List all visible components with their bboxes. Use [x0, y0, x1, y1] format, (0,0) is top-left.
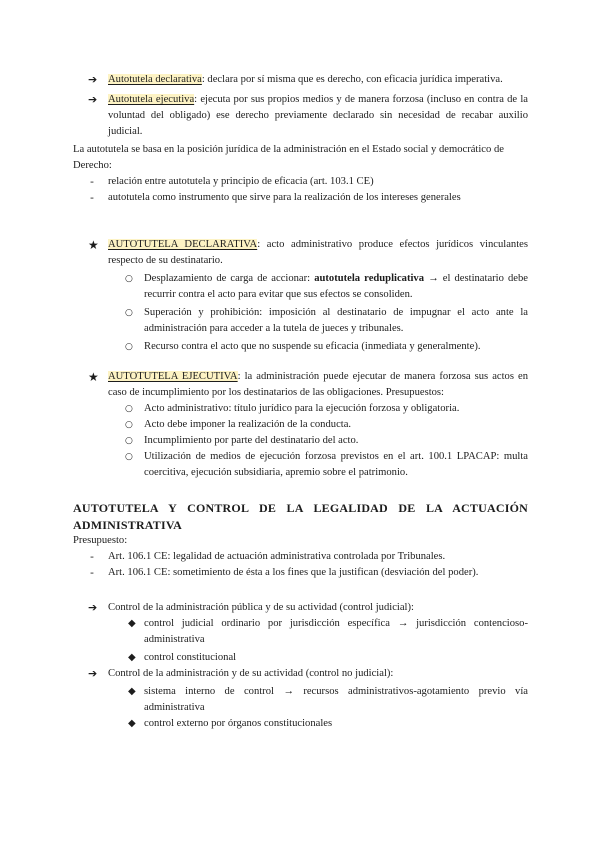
circle-bullet-icon: ○: [125, 436, 133, 446]
diamond-bullet-icon: ◆: [128, 618, 136, 629]
section-autotutela-declarativa: [73, 237, 528, 355]
definition-text: : acto administrativo produce efectos jurídicos vinculantes respecto de su destinatario.: [108, 239, 528, 266]
autotutela-types-list: [73, 72, 528, 206]
dash-item-text: relación entre autotutela y principio de eficacia (art. 103.1 CE): [108, 176, 374, 187]
circle-item: [73, 417, 528, 433]
list-item-ejecutiva: [73, 92, 528, 140]
item-text: Acto debe imponer la realización de la conducta.: [144, 419, 352, 430]
item-text: control judicial ordinario por jurisdicción específica → jurisdicción contencioso-administrativa: [144, 618, 528, 645]
dash-item: [73, 565, 528, 581]
definition-text: : ejecuta por sus propios medios y de manera forzosa (incluso en contra de la voluntad del obligado) ese derecho previamente declarado sin necesidad de recabar auxilio judicial.: [108, 94, 528, 137]
arrow-item-control-no-judicial: [73, 666, 528, 682]
arrow-bullet-icon: ➔: [88, 601, 98, 614]
circle-bullet-icon: ○: [125, 342, 133, 352]
circle-item: [73, 433, 528, 449]
dash-item-text: Art. 106.1 CE: sometimiento de ésta a los fines que la justifican (desviación del poder).: [108, 567, 479, 578]
term-autotutela-declarativa: Autotutela declarativa: [108, 74, 202, 85]
term-autotutela-ejecutiva-heading: AUTOTUTELA EJECUTIVA: [108, 371, 238, 382]
dash-bullet-icon: -: [90, 566, 94, 579]
diamond-bullet-icon: ◆: [128, 652, 136, 663]
item-text: control constitucional: [144, 652, 237, 663]
presupuesto-label: Presupuesto:: [73, 535, 128, 546]
term-autotutela-reduplicativa: autotutela reduplicativa: [314, 273, 425, 284]
circle-item: [73, 449, 528, 481]
dash-bullet-icon: -: [90, 550, 94, 563]
arrow-item-control-judicial: [73, 600, 528, 616]
circle-item: [73, 271, 528, 303]
definition-text: : la administración puede ejecutar de manera forzosa sus actos en caso de incumplimiento por los destinatarios de las obligaciones. Presupuestos:: [108, 371, 528, 398]
item-text: → el destinatario debe recurrir contra el acto para evitar que sus efectos se consoliden.: [144, 273, 529, 300]
circle-bullet-icon: ○: [125, 452, 133, 462]
paragraph-posicion-juridica: La autotutela se basa en la posición jurídica de la administración en el Estado social y democrático de Derecho:: [73, 144, 504, 171]
circle-bullet-icon: ○: [125, 274, 133, 284]
item-text: Recurso contra el acto que no suspende su eficacia (inmediata y generalmente).: [144, 341, 481, 352]
circle-bullet-icon: ○: [125, 308, 133, 318]
list-item-declarativa: [73, 72, 528, 88]
item-text: Superación y prohibición: imposición al destinatario de impugnar el acto ante la administración para acceder a la tutela de jueces y tribunales.: [144, 307, 528, 334]
dash-item: [73, 174, 528, 190]
dash-item: [73, 549, 528, 565]
section-autotutela-ejecutiva: [73, 369, 528, 481]
item-text: Utilización de medios de ejecución forzosa previstos en el art. 100.1 LPACAP: multa coercitiva, ejecución subsidiaria, apremio sobre el patrimonio.: [144, 451, 528, 478]
circle-item: [73, 305, 528, 337]
arrow-bullet-icon: ➔: [88, 73, 98, 86]
circle-item: [73, 401, 528, 417]
item-text: Incumplimiento por parte del destinatario del acto.: [144, 435, 359, 446]
circle-item: [73, 339, 528, 355]
term-autotutela-ejecutiva: Autotutela ejecutiva: [108, 94, 195, 105]
star-bullet-icon: ★: [88, 370, 99, 384]
star-bullet-icon: ★: [88, 238, 99, 252]
circle-bullet-icon: ○: [125, 420, 133, 430]
star-item: [73, 237, 528, 269]
control-list: [73, 600, 528, 732]
dash-item: [73, 190, 528, 206]
diamond-item: [73, 684, 528, 716]
diamond-bullet-icon: ◆: [128, 686, 136, 697]
circle-bullet-icon: ○: [125, 404, 133, 414]
dash-item-text: Art. 106.1 CE: legalidad de actuación administrativa controlada por Tribunales.: [108, 551, 446, 562]
diamond-bullet-icon: ◆: [128, 718, 136, 729]
item-text: Desplazamiento de carga de accionar:: [144, 273, 315, 284]
heading-line-2: ADMINISTRATIVA: [73, 518, 183, 532]
definition-text: : declara por sí misma que es derecho, con eficacia jurídica imperativa.: [201, 74, 503, 85]
dash-bullet-icon: -: [90, 175, 94, 188]
item-text: control externo por órganos constitucionales: [144, 718, 333, 729]
item-text: Control de la administración y de su actividad (control no judicial):: [108, 668, 394, 679]
diamond-item: [73, 650, 528, 666]
diamond-item: [73, 616, 528, 648]
arrow-bullet-icon: ➔: [88, 667, 98, 680]
dash-item-text: autotutela como instrumento que sirve para la realización de los intereses generales: [108, 192, 461, 203]
item-text: sistema interno de control → recursos administrativos-agotamiento previo vía administrativa: [144, 686, 528, 713]
term-autotutela-declarativa-heading: AUTOTUTELA DECLARATIVA: [108, 239, 258, 250]
arrow-bullet-icon: ➔: [88, 93, 98, 106]
dash-bullet-icon: -: [90, 191, 94, 204]
item-text: Control de la administración pública y de su actividad (control judicial):: [108, 602, 414, 613]
presupuesto-block: [73, 533, 528, 581]
section-heading-control: [73, 500, 528, 534]
diamond-item: [73, 716, 528, 732]
star-item: [73, 369, 528, 401]
item-text: Acto administrativo: título jurídico para la ejecución forzosa y obligatoria.: [144, 403, 460, 414]
heading-line-1: AUTOTUTELA Y CONTROL DE LA LEGALIDAD DE LA ACTUACIÓN: [73, 501, 528, 515]
